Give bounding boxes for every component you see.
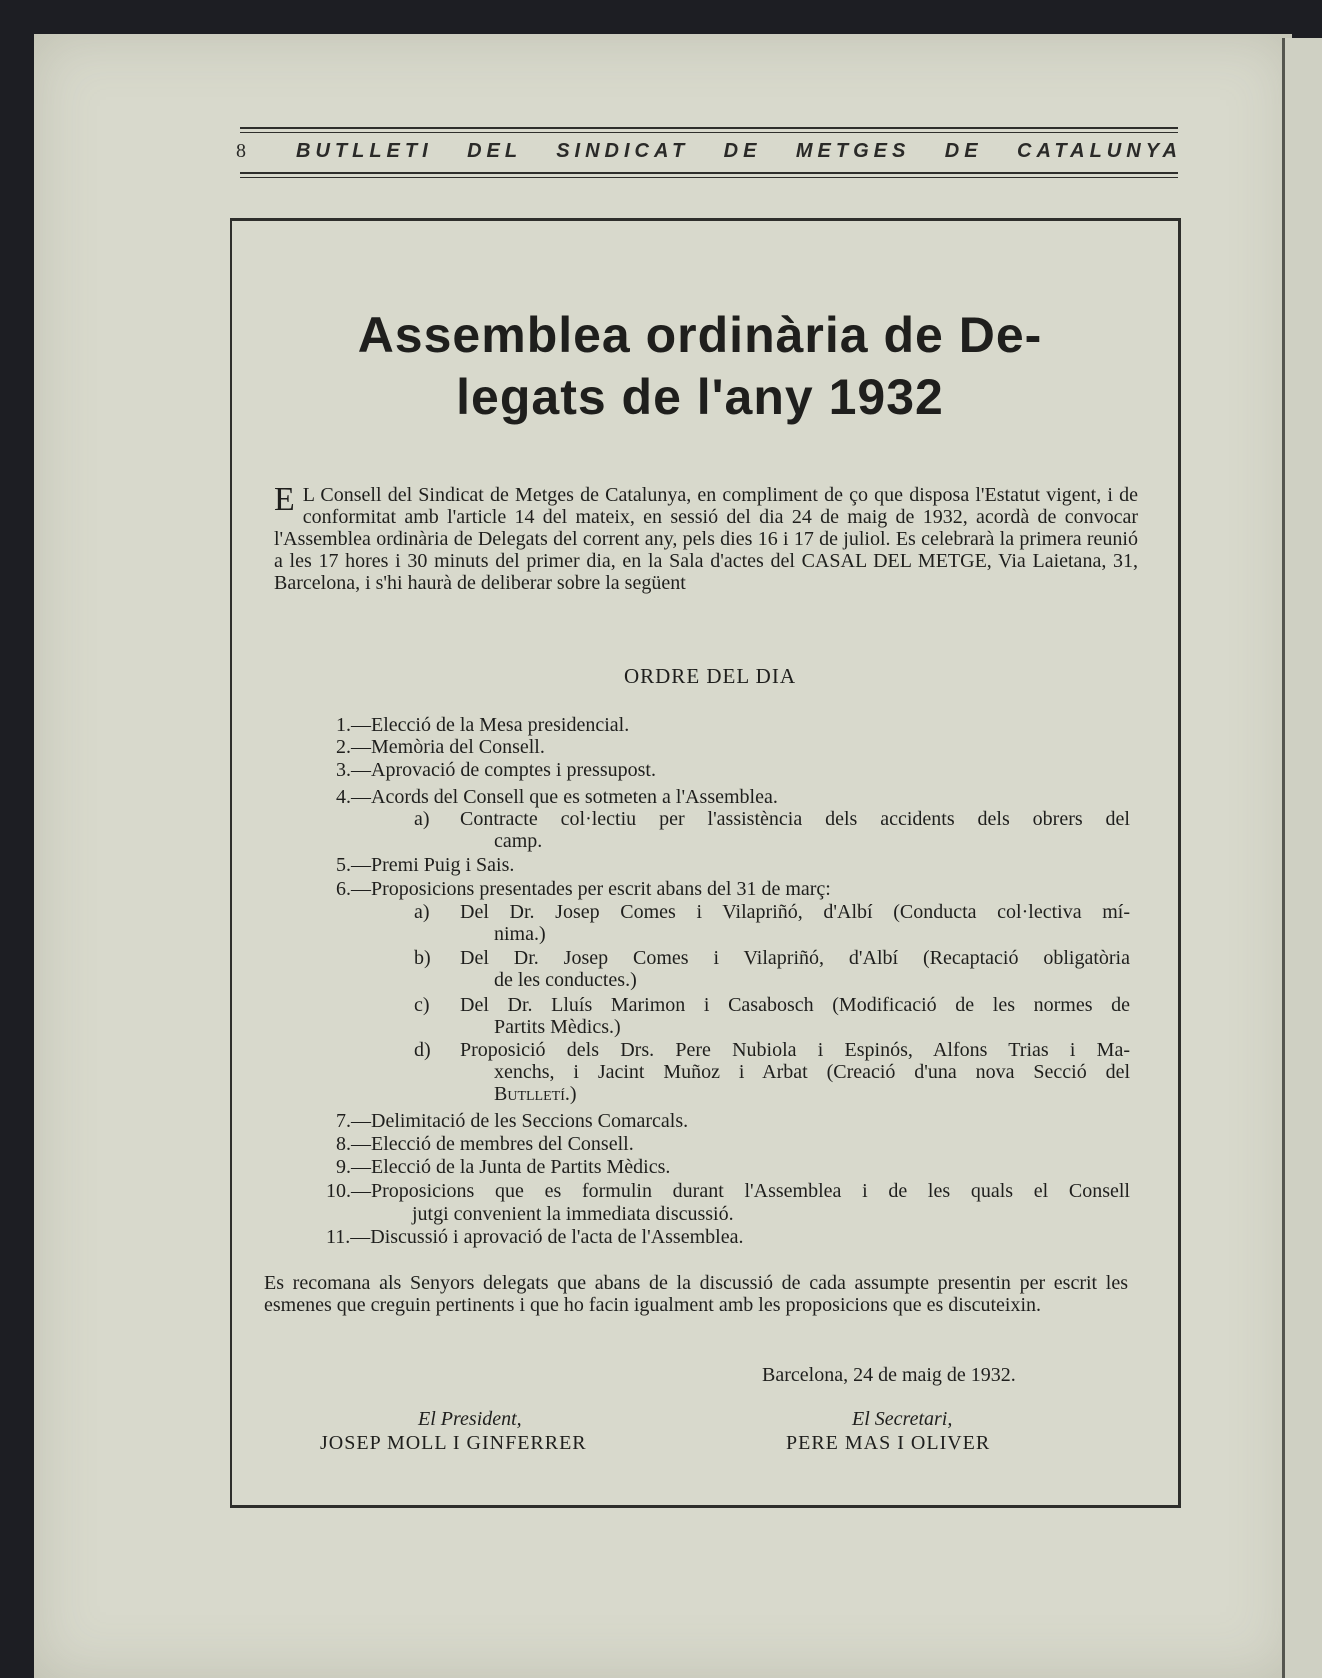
subitem-line: de les conductes.) [494, 969, 637, 991]
president-name: JOSEP MOLL I GINFERRER [320, 1432, 587, 1454]
agenda-item-8: 8.—Elecció de membres del Consell. [336, 1133, 634, 1155]
journal-title: BUTLLETI DEL SINDICAT DE METGES DE CATALUNYA [296, 140, 1182, 162]
drop-cap: E [274, 481, 295, 518]
agenda-item-10-cont: jutgi convenient la immediata discussió. [412, 1203, 734, 1225]
agenda-item-6: 6.—Proposicions presentades per escrit abans del 31 de març: [336, 878, 831, 900]
intro-paragraph [274, 481, 1138, 594]
president-role: El President, [418, 1408, 522, 1430]
page-number: 8 [236, 140, 246, 162]
subitem-letter: a) [414, 808, 430, 830]
subitem-line: Del Dr. Josep Comes i Vilapriñó, d'Albí (Recaptació obligatòria [460, 947, 1130, 969]
agenda-item-3: 3.—Aprovació de comptes i pressupost. [336, 759, 656, 781]
running-header [232, 140, 1182, 168]
header-rule-bottom [240, 172, 1178, 174]
agenda-item-1: 1.—Elecció de la Mesa presidencial. [336, 714, 630, 736]
agenda-item-4: 4.—Acords del Consell que es sotmeten a l'Assemblea. [336, 786, 778, 808]
subitem-line: camp. [494, 830, 543, 852]
agenda-subitem-6a [414, 901, 1130, 947]
subitem-line: Butlletí.) [494, 1083, 577, 1105]
agenda-subitem-4a [414, 808, 1130, 854]
intro-text: L Consell del Sindicat de Metges de Catalunya, en compliment de ço que disposa l'Estatut vigent, i de conformitat amb l'article 14 del mateix, en sessió del dia 24 de maig de 1932, acordà de convocar l'Assemblea ordinària de Delegats del corrent any, pels dies 16 i 17 de juliol. Es celebrarà la primera reunió a les 17 hores i 30 minuts del primer dia, en la Sala d'actes del CASAL DEL METGE, Via Laietana, 31, Barcelona, i s'hi haurà de deliberar sobre la següent [274, 484, 1138, 594]
subitem-line: Partits Mèdics.) [494, 1016, 621, 1038]
agenda-heading: ORDRE DEL DIA [623, 664, 797, 688]
subitem-line: Proposició dels Drs. Pere Nubiola i Espinós, Alfons Trias i Ma- [460, 1039, 1130, 1061]
header-rule-top [240, 127, 1178, 129]
date-line: Barcelona, 24 de maig de 1932. [762, 1364, 1016, 1386]
subitem-line: xenchs, i Jacint Muñoz i Arbat (Creació d'una nova Secció del [494, 1061, 1130, 1083]
agenda-item-7: 7.—Delimitació de les Seccions Comarcals. [336, 1110, 689, 1132]
subitem-line: Del Dr. Lluís Marimon i Casabosch (Modificació de les normes de [460, 994, 1130, 1016]
subitem-line: Del Dr. Josep Comes i Vilapriñó, d'Albí (Conducta col·lectiva mí- [460, 901, 1130, 923]
subitem-letter: c) [414, 994, 430, 1016]
secretary-role: El Secretari, [852, 1408, 953, 1430]
agenda-item-10: 10.—Proposicions que es formulin durant l'Assemblea i de les quals el Consell [326, 1180, 1130, 1202]
subitem-line: Contracte col·lectiu per l'assistència dels accidents dels obrers del [460, 808, 1130, 830]
header-rule-top-2 [240, 132, 1178, 133]
agenda-subitem-6c [414, 994, 1130, 1040]
subitem-letter: a) [414, 901, 430, 923]
agenda-subitem-6d [414, 1039, 1130, 1109]
agenda-item-9: 9.—Elecció de la Junta de Partits Mèdics. [336, 1156, 671, 1178]
title-line-2: legats de l'any 1932 [456, 369, 944, 425]
agenda-item-2: 2.—Memòria del Consell. [336, 736, 545, 758]
subitem-letter: b) [414, 947, 431, 969]
closing-paragraph [264, 1272, 1128, 1316]
next-page-edge [1282, 38, 1322, 1678]
article-title [250, 304, 1150, 428]
subitem-letter: d) [414, 1039, 431, 1061]
agenda-item-5: 5.—Premi Puig i Sais. [336, 854, 515, 876]
title-line-1: Assemblea ordinària de De- [357, 307, 1043, 363]
agenda-item-11: 11.—Discussió i aprovació de l'acta de l'Assemblea. [326, 1226, 744, 1248]
subitem-line: nima.) [494, 923, 546, 945]
secretary-name: PERE MAS I OLIVER [786, 1432, 991, 1454]
header-rule-bottom-2 [240, 177, 1178, 178]
agenda-subitem-6b [414, 947, 1130, 993]
closing-text: Es recomana als Senyors delegats que abans de la discussió de cada assumpte presentin per escrit les esmenes que creguin pertinents i que ho facin igualment amb les proposicions que es discuteixin. [264, 1272, 1128, 1316]
